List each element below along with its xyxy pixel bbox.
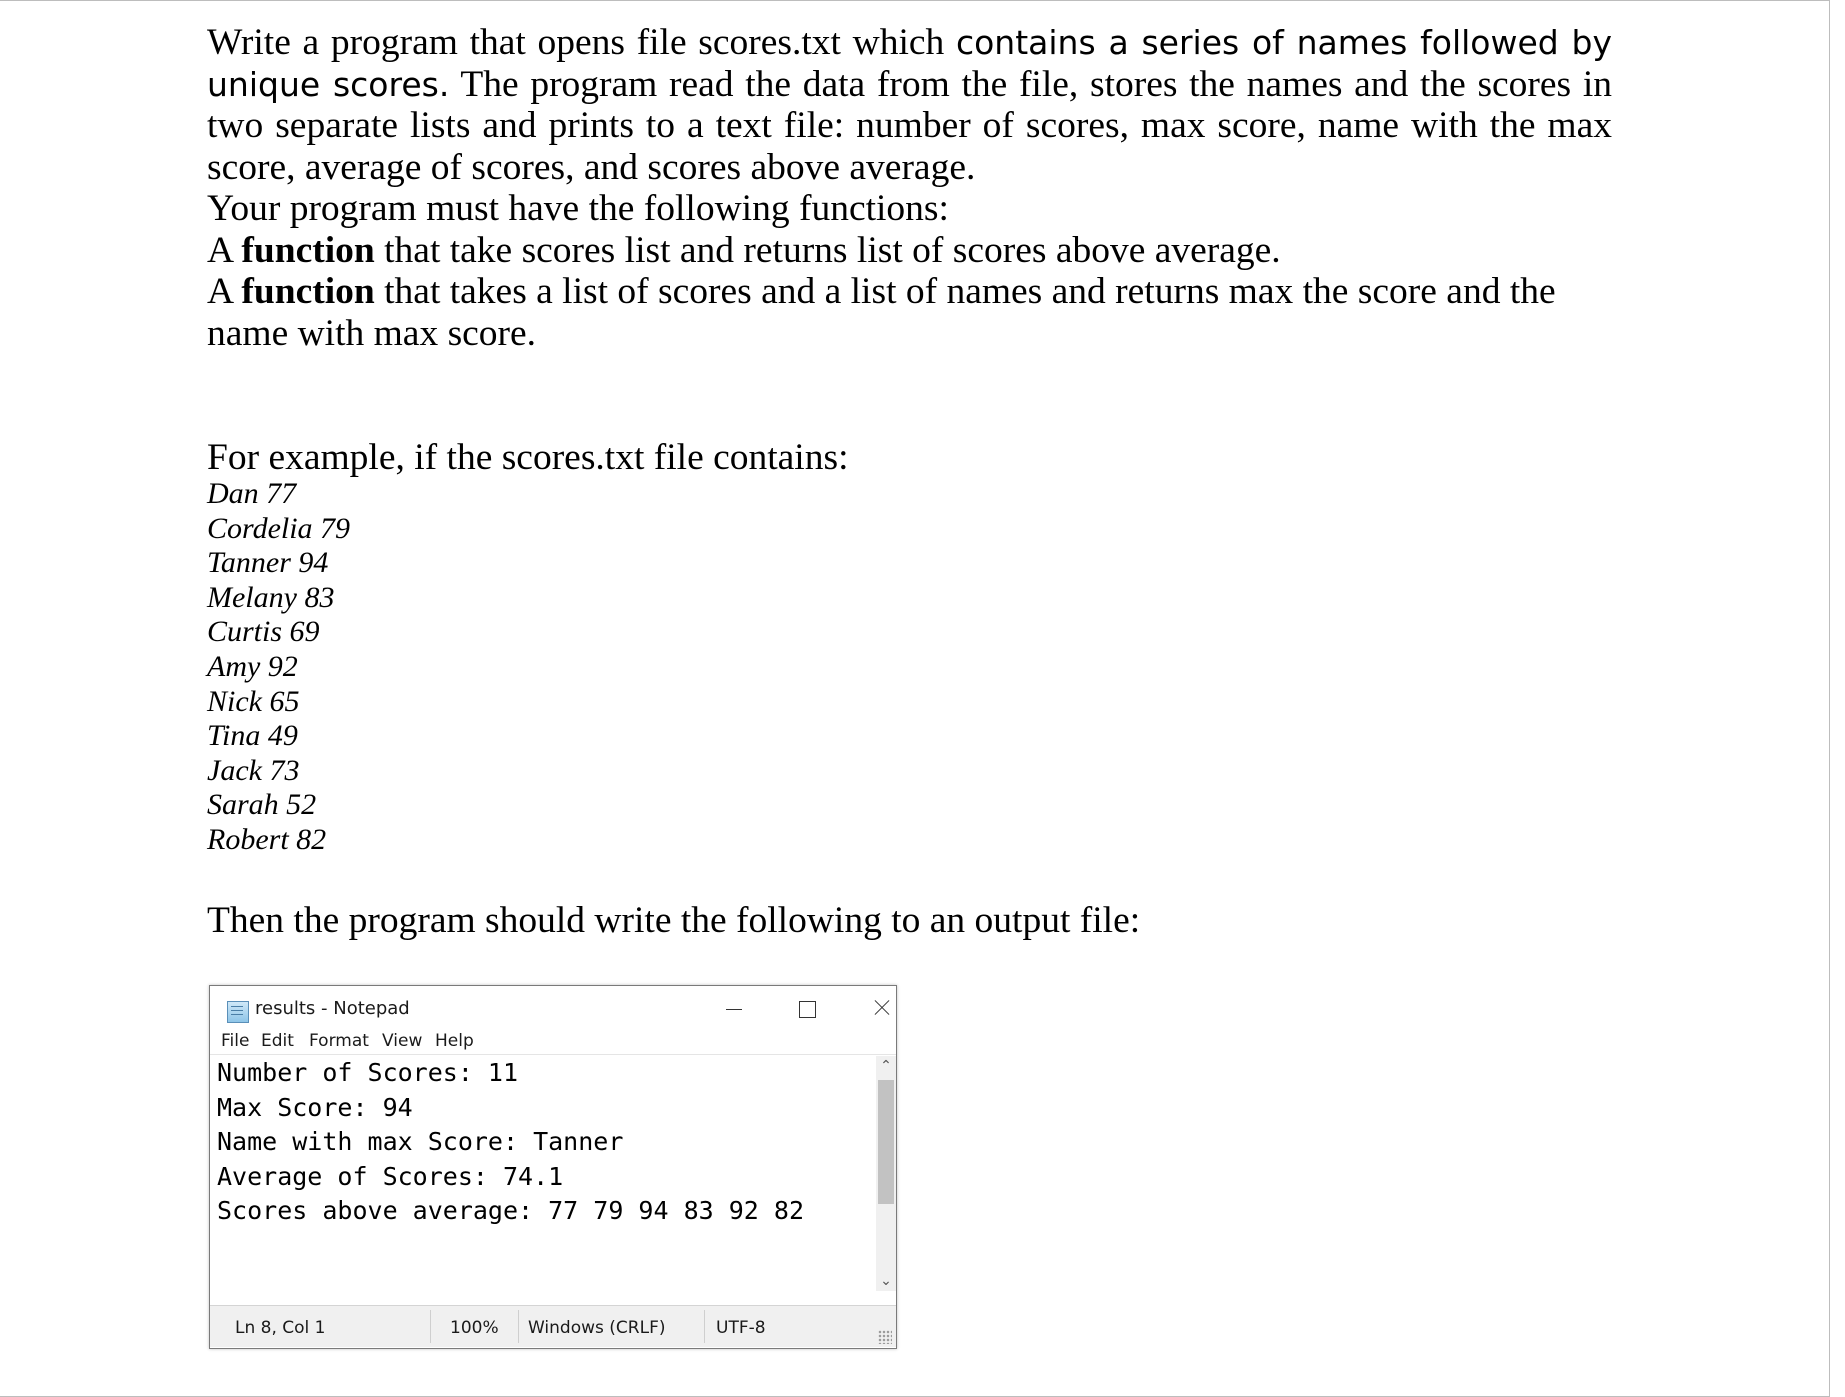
menu-file[interactable]: File xyxy=(221,1031,250,1051)
score-entry: Sarah 52 xyxy=(207,788,317,822)
minimize-icon xyxy=(726,1009,742,1010)
title-bar[interactable] xyxy=(210,986,896,1028)
menu-edit[interactable]: Edit xyxy=(261,1031,294,1051)
function-2-text: that takes a list of scores and a list of names and returns max the score and the name with max score. xyxy=(207,271,1556,354)
problem-text-1: Write a program that opens file scores.txt which xyxy=(207,22,956,63)
status-bar xyxy=(210,1305,896,1347)
zoom-level: 100% xyxy=(450,1318,499,1338)
problem-paragraph xyxy=(207,22,1612,188)
window-title: results - Notepad xyxy=(255,998,410,1019)
editor-line: Number of Scores: 11 xyxy=(217,1058,519,1087)
menu-help[interactable]: Help xyxy=(435,1031,474,1051)
score-entry: Amy 92 xyxy=(207,649,298,683)
cursor-position: Ln 8, Col 1 xyxy=(235,1318,326,1338)
score-entry: Curtis 69 xyxy=(207,615,320,649)
function-1-keyword: function xyxy=(241,229,375,271)
encoding: UTF-8 xyxy=(716,1318,766,1338)
notepad-window xyxy=(209,985,897,1349)
score-entry: Robert 82 xyxy=(207,822,327,856)
score-entry: Dan 77 xyxy=(207,477,297,510)
notepad-icon xyxy=(227,1001,249,1023)
requirements-intro: Your program must have the following functions: xyxy=(207,188,949,229)
menu-view[interactable]: View xyxy=(382,1031,423,1051)
editor-line: Scores above average: 77 79 94 83 92 82 xyxy=(217,1196,804,1226)
example-intro: For example, if the scores.txt file contains: xyxy=(207,437,849,478)
score-entry: Melany 83 xyxy=(207,580,335,614)
problem-text-2: contains a series of names followed by unique scores. xyxy=(207,23,1612,104)
page-border-top xyxy=(0,0,1830,1)
score-entry: Cordelia 79 xyxy=(207,511,351,545)
score-entry: Tina 49 xyxy=(207,719,298,753)
score-entry: Jack 73 xyxy=(207,753,300,787)
function-2-keyword: function xyxy=(241,271,375,312)
close-button[interactable] xyxy=(858,990,904,1026)
resize-grip-icon[interactable] xyxy=(878,1330,892,1344)
status-divider xyxy=(430,1310,431,1343)
function-1-prefix: A xyxy=(207,229,242,271)
vertical-scrollbar[interactable] xyxy=(876,1056,896,1291)
function-1-text: that take scores list and returns list of scores above average. xyxy=(374,229,1281,271)
status-divider xyxy=(704,1310,705,1343)
chevron-up-icon[interactable]: ⌃ xyxy=(880,1058,892,1074)
page-border-right xyxy=(1829,0,1830,1397)
function-requirement-1 xyxy=(207,230,1612,272)
score-list xyxy=(207,477,350,858)
minimize-button[interactable] xyxy=(710,990,756,1026)
function-requirement-2 xyxy=(207,271,1612,354)
status-divider xyxy=(518,1310,519,1343)
score-entry: Nick 65 xyxy=(207,684,300,718)
function-2-prefix: A xyxy=(207,271,242,312)
text-editor[interactable] xyxy=(217,1056,873,1291)
editor-line: Name with max Score: Tanner xyxy=(217,1127,624,1157)
problem-statement xyxy=(207,22,1612,354)
output-intro: Then the program should write the following to an output file: xyxy=(207,900,1141,941)
editor-line: Max Score: 94 xyxy=(217,1092,413,1122)
scrollbar-thumb[interactable] xyxy=(878,1080,894,1204)
score-entry: Tanner 94 xyxy=(207,546,329,580)
line-endings: Windows (CRLF) xyxy=(528,1318,666,1338)
maximize-icon xyxy=(799,1001,816,1018)
menu-format[interactable]: Format xyxy=(309,1031,369,1051)
menu-bar xyxy=(210,1028,896,1055)
maximize-button[interactable] xyxy=(784,990,830,1026)
editor-line: Average of Scores: 74.1 xyxy=(217,1161,564,1191)
chevron-down-icon[interactable]: ⌄ xyxy=(880,1273,892,1289)
problem-text-3: The program read the data from the file, stores the names and the scores in two separate lists and prints to a text file: number of scores, max score, name with the max score, average of scores, and scores above average. xyxy=(207,63,1613,188)
